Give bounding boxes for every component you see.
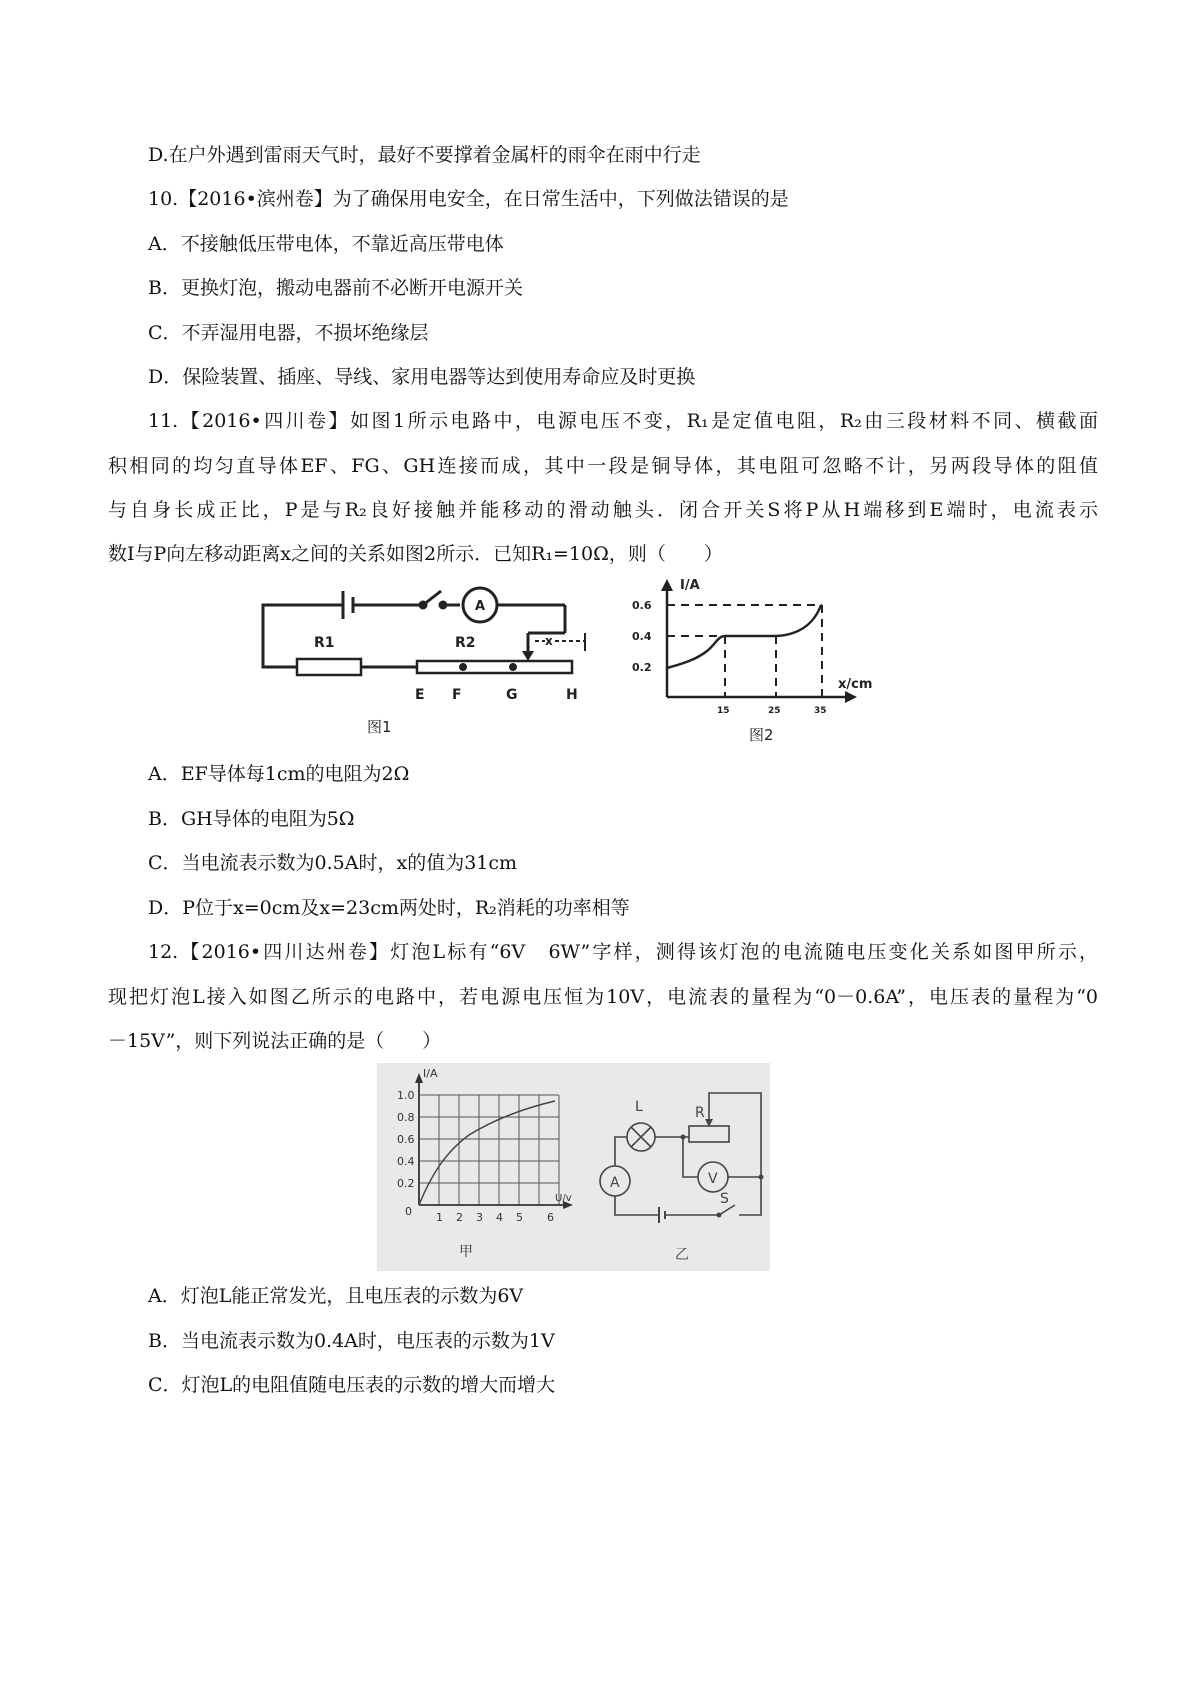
- ytick-0.4: 0.4: [397, 1155, 415, 1168]
- point-g: [511, 665, 516, 670]
- xtick-2: 2: [456, 1211, 463, 1224]
- ytick-0.6: 0.6: [632, 599, 652, 612]
- q11-option-a: A．EF导体每1cm的电阻为2Ω: [148, 763, 410, 785]
- q10-option-a: A．不接触低压带电体，不靠近高压带电体: [148, 233, 504, 255]
- q10-stem: 10.【2016•滨州卷】为了确保用电安全，在日常生活中，下列做法错误的是: [148, 188, 789, 210]
- q11-stem-line1: 11.【2016•四川卷】如图1所示电路中，电源电压不变，R₁是定值电阻，R₂由三段材料不同、横截面: [148, 410, 1098, 432]
- q11-stem-line2: 积相同的均匀直导体EF、FG、GH连接而成，其中一段是铜导体，其电阻可忽略不计，另两段导体的阻值: [108, 455, 1098, 477]
- xtick-3: 3: [476, 1211, 483, 1224]
- ammeter-label: A: [475, 599, 486, 614]
- point-h-label: H: [566, 687, 578, 703]
- figure1-caption: 图1: [367, 718, 392, 736]
- point-e-label: E: [415, 687, 425, 703]
- q12-stem-line1: 12.【2016•四川达州卷】灯泡L标有“6V 6W”字样，测得该灯泡的电流随电压变化关系如图甲所示，: [148, 941, 1098, 963]
- caption-yi: 乙: [675, 1247, 689, 1263]
- point-g-label: G: [506, 687, 518, 703]
- q11-stem-line3: 与自身长成正比，P是与R₂良好接触并能移动的滑动触头．闭合开关S将P从H端移到E端时，电流表示: [108, 499, 1098, 521]
- q10-option-d: D．保险装置、插座、导线、家用电器等达到使用寿命应及时更换: [148, 366, 696, 388]
- origin-label: 0: [405, 1205, 412, 1218]
- ytick-0.2: 0.2: [632, 661, 652, 674]
- q12-stem-line2: 现把灯泡L接入如图乙所示的电路中，若电源电压恒为10V，电流表的量程为“0－0.6A”，电压表的量程为“0: [108, 986, 1098, 1008]
- q10-option-c: C．不弄湿用电器，不损坏绝缘层: [148, 322, 429, 344]
- ytick-0.2: 0.2: [397, 1177, 415, 1190]
- q12-option-c: C．灯泡L的电阻值随电压表的示数的增大而增大: [148, 1374, 556, 1396]
- ytick-0.8: 0.8: [397, 1111, 415, 1124]
- q10-option-b: B．更换灯泡，搬动电器前不必断开电源开关: [148, 277, 523, 299]
- q12-figure: [377, 1063, 770, 1271]
- y-axis-label: I/A: [680, 578, 700, 593]
- xtick-35: 35: [814, 706, 827, 716]
- q12-option-b: B．当电流表示数为0.4A时，电压表的示数为1V: [148, 1330, 555, 1352]
- voltmeter-label: V: [708, 1171, 718, 1187]
- x-distance-label: x: [545, 634, 553, 648]
- rheostat-label: R: [695, 1105, 705, 1121]
- switch-label: S: [720, 1191, 729, 1207]
- caption-jia: 甲: [459, 1244, 473, 1260]
- xtick-1: 1: [436, 1211, 443, 1224]
- xtick-25: 25: [768, 706, 781, 716]
- q9-option-d: D.在户外遇到雷雨天气时，最好不要撑着金属杆的雨伞在雨中行走: [148, 144, 701, 166]
- r2-label: R2: [455, 635, 476, 651]
- lamp-label: L: [635, 1099, 643, 1115]
- xtick-4: 4: [496, 1211, 503, 1224]
- y-axis-label: I/A: [423, 1067, 438, 1080]
- ammeter-label: A: [610, 1175, 620, 1191]
- xtick-15: 15: [717, 706, 730, 716]
- x-axis-label: x/cm: [838, 677, 873, 692]
- xtick-5: 5: [516, 1211, 523, 1224]
- xtick-6: 6: [547, 1211, 554, 1224]
- point-f: [461, 665, 466, 670]
- q11-figure: [255, 575, 895, 747]
- q11-stem-line4: 数I与P向左移动距离x之间的关系如图2所示．已知R₁=10Ω，则（ ）: [108, 543, 723, 565]
- ytick-0.4: 0.4: [632, 630, 652, 643]
- q12-option-a: A．灯泡L能正常发光，且电压表的示数为6V: [148, 1285, 524, 1307]
- q12-stem-line3: －15V”，则下列说法正确的是（ ）: [108, 1030, 442, 1052]
- q11-option-c: C．当电流表示数为0.5A时，x的值为31cm: [148, 852, 518, 874]
- ytick-0.6: 0.6: [397, 1133, 415, 1146]
- q11-option-b: B．GH导体的电阻为5Ω: [148, 808, 355, 830]
- q11-option-d: D．P位于x=0cm及x=23cm两处时，R₂消耗的功率相等: [148, 897, 630, 919]
- ytick-1.0: 1.0: [397, 1089, 415, 1102]
- point-f-label: F: [452, 687, 462, 703]
- r1-label: R1: [314, 635, 335, 651]
- figure2-caption: 图2: [749, 726, 774, 744]
- x-axis-label: U/v: [555, 1193, 572, 1204]
